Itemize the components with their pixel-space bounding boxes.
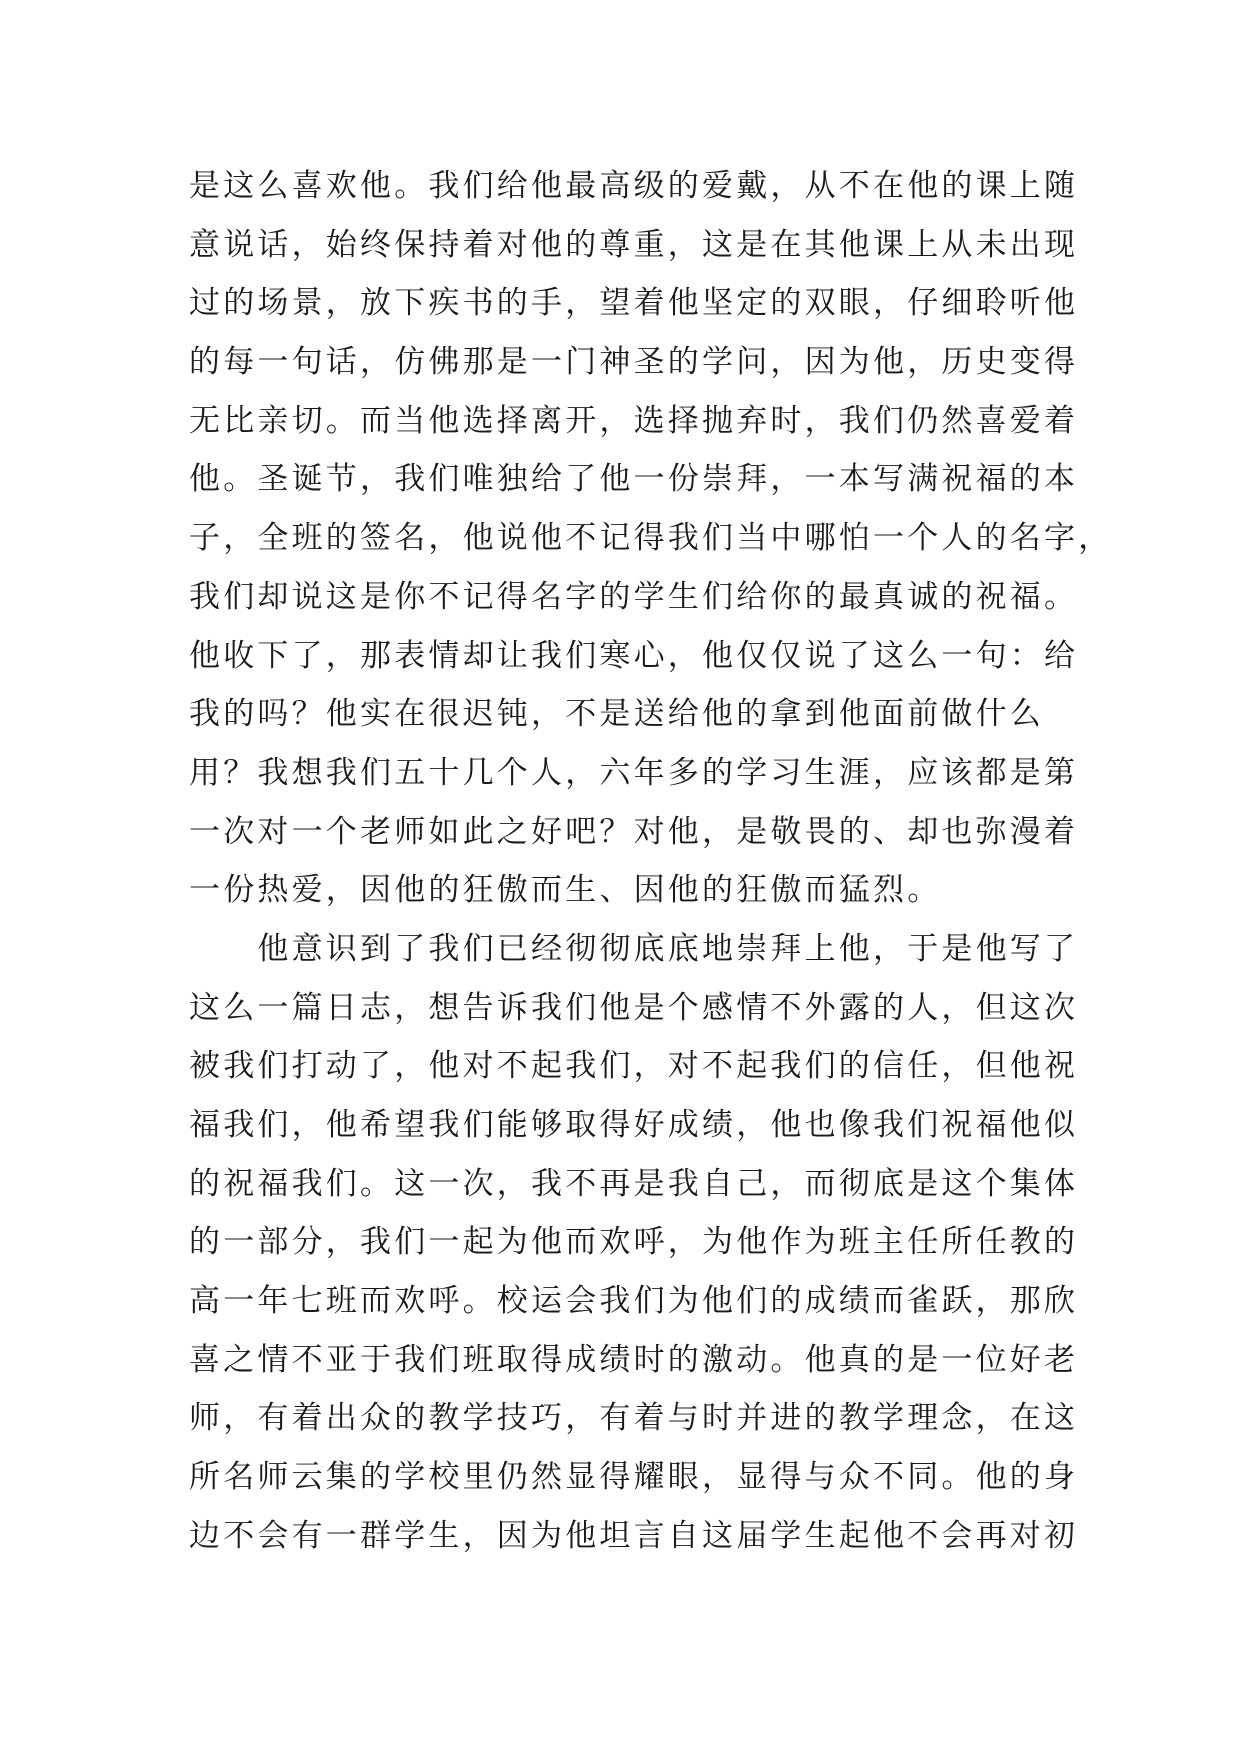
text-line: 的一部分，我们一起为他而欢呼，为他作为班主任所任教的 bbox=[189, 1224, 1079, 1261]
body-text bbox=[189, 157, 1113, 1566]
text-line: 被我们打动了，他对不起我们，对不起我们的信任，但他祝 bbox=[189, 1048, 1079, 1085]
text-line: 他。圣诞节，我们唯独给了他一份崇拜，一本写满祝福的本 bbox=[189, 461, 1079, 498]
text-line: 过的场景，放下疾书的手，望着他坚定的双眼，仔细聆听他 bbox=[189, 285, 1079, 322]
text-line: 一次对一个老师如此之好吧？对他，是敬畏的、却也弥漫着 bbox=[189, 813, 1079, 850]
text-line: 我的吗？他实在很迟钝，不是送给他的拿到他面前做什么 bbox=[189, 696, 1044, 733]
text-line: 一份热爱，因他的狂傲而生、因他的狂傲而猛烈。 bbox=[189, 872, 942, 909]
text-line: 我们却说这是你不记得名字的学生们给你的最真诚的祝福。 bbox=[189, 578, 1079, 615]
text-line: 福我们，他希望我们能够取得好成绩，他也像我们祝福他似 bbox=[189, 1107, 1079, 1143]
text-line: 他收下了，那表情却让我们寒心，他仅仅说了这么一句：给 bbox=[189, 637, 1079, 674]
text-line: 所名师云集的学校里仍然显得耀眼，显得与众不同。他的身 bbox=[189, 1459, 1079, 1496]
text-line: 用？我想我们五十几个人，六年多的学习生涯，应该都是第 bbox=[189, 754, 1079, 791]
text-line: 的祝福我们。这一次，我不再是我自己，而彻底是这个集体 bbox=[189, 1165, 1079, 1202]
text-line: 喜之情不亚于我们班取得成绩时的激动。他真的是一位好老 bbox=[189, 1341, 1079, 1378]
text-line: 的每一句话，仿佛那是一门神圣的学问，因为他，历史变得 bbox=[189, 344, 1079, 381]
text-line: 这么一篇日志，想告诉我们他是个感情不外露的人，但这次 bbox=[189, 989, 1079, 1026]
text-line: 意说话，始终保持着对他的尊重，这是在其他课上从未出现 bbox=[189, 226, 1079, 263]
text-line: 是这么喜欢他。我们给他最高级的爱戴，从不在他的课上随 bbox=[189, 168, 1079, 204]
text-line: 高一年七班而欢呼。校运会我们为他们的成绩而雀跃，那欣 bbox=[189, 1283, 1079, 1320]
text-line: 边不会有一群学生，因为他坦言自这届学生起他不会再对初 bbox=[189, 1517, 1079, 1554]
text-line: 师，有着出众的教学技巧，有着与时并进的教学理念，在这 bbox=[189, 1400, 1079, 1437]
paragraph-start-line: 他意识到了我们已经彻彻底底地崇拜上他，于是他写了 bbox=[189, 930, 1079, 967]
text-line: 子，全班的签名，他说他不记得我们当中哪怕一个人的名字， bbox=[189, 520, 1113, 557]
text-line: 无比亲切。而当他选择离开，选择抛弃时，我们仍然喜爱着 bbox=[189, 402, 1079, 439]
